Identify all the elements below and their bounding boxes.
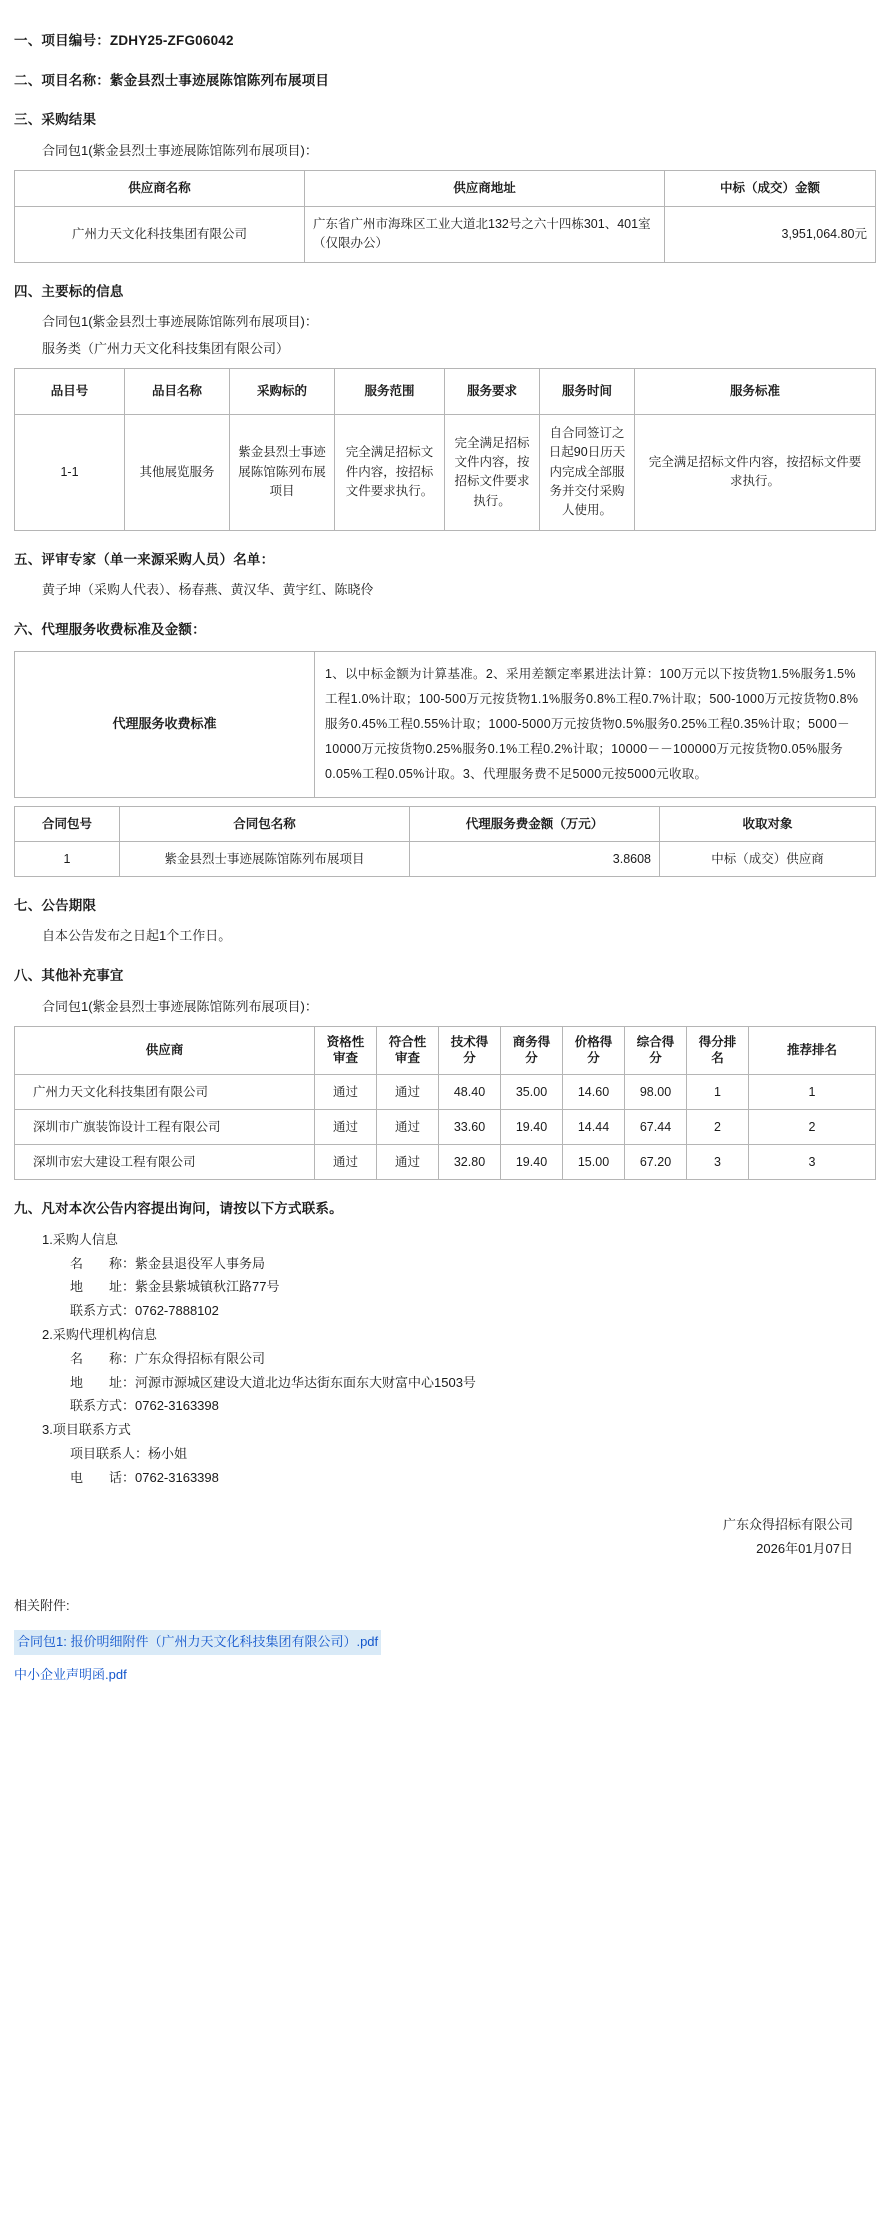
th-supplier: 供应商 xyxy=(15,1026,315,1075)
th-price-score: 价格得分 xyxy=(563,1026,625,1075)
cell-score-rank: 3 xyxy=(687,1145,749,1180)
attachment-link-1[interactable]: 合同包1: 报价明细附件（广州力天文化科技集团有限公司）.pdf xyxy=(14,1630,381,1655)
table-row xyxy=(15,1145,876,1180)
cell-supplier: 广州力天文化科技集团有限公司 xyxy=(15,1075,315,1110)
cell-qualification: 通过 xyxy=(315,1075,377,1110)
section-title-agency-fee: 六、代理服务收费标准及金额： xyxy=(14,622,206,638)
cell-price-score: 14.44 xyxy=(563,1110,625,1145)
th-service-time: 服务时间 xyxy=(540,368,635,414)
th-qualification-review: 资格性审查 xyxy=(315,1026,377,1075)
cell-business-score: 19.40 xyxy=(501,1145,563,1180)
table-header-row xyxy=(15,1026,876,1075)
cell-subject: 紫金县烈士事迹展陈馆陈列布展项目 xyxy=(230,414,335,530)
table-row xyxy=(15,206,876,262)
purchaser-address-label: 地 址： xyxy=(70,1279,136,1295)
announcement-period-text: 自本公告发布之日起1个工作日。 xyxy=(42,928,232,944)
section-title-procurement-result: 三、采购结果 xyxy=(14,112,97,128)
purchaser-name-label: 名 称： xyxy=(70,1255,136,1271)
procurement-result-table xyxy=(14,170,876,263)
table-row xyxy=(15,1075,876,1110)
cell-service-time: 自合同签订之日起90日历天内完成全部服务并交付采购人使用。 xyxy=(540,414,635,530)
project-contact-tel-label: 电 话： xyxy=(70,1469,136,1485)
cell-total-score: 67.44 xyxy=(625,1110,687,1145)
cell-qualification: 通过 xyxy=(315,1145,377,1180)
review-expert-names: 黄子坤（采购人代表）、杨春燕、黄汉华、黄宇红、陈晓伶 xyxy=(42,582,374,598)
agency-contact-value: 0762-3163398 xyxy=(135,1398,219,1414)
cell-item-no: 1-1 xyxy=(15,414,125,530)
signature-org: 广东众得招标有限公司 xyxy=(722,1516,853,1532)
table-row xyxy=(15,841,876,876)
cell-total-score: 67.20 xyxy=(625,1145,687,1180)
cell-business-score: 19.40 xyxy=(501,1110,563,1145)
signature-block xyxy=(14,1513,853,1562)
agency-fee-amount-table xyxy=(14,806,876,877)
signature-date: 2026年01月07日 xyxy=(756,1541,853,1557)
section-title-other-matters: 八、其他补充事宜 xyxy=(14,968,124,984)
purchaser-name-value: 紫金县退役军人事务局 xyxy=(135,1255,266,1271)
th-item-no: 品目号 xyxy=(15,368,125,414)
th-item-name: 品目名称 xyxy=(125,368,230,414)
cell-supplier: 深圳市广旗装饰设计工程有限公司 xyxy=(15,1110,315,1145)
cell-price-score: 14.60 xyxy=(563,1075,625,1110)
project-contact-person-row xyxy=(70,1444,877,1465)
attachments-title: 相关附件: xyxy=(14,1598,70,1614)
cell-package-no: 1 xyxy=(15,841,120,876)
result-package-lead: 合同包1(紫金县烈士事迹展陈馆陈列布展项目)： xyxy=(42,142,318,158)
cell-recommend-rank: 1 xyxy=(749,1075,876,1110)
table-row xyxy=(15,1110,876,1145)
contact-block xyxy=(42,1230,877,1489)
cell-item-name: 其他展览服务 xyxy=(125,414,230,530)
agency-name-row xyxy=(70,1349,877,1370)
th-service-scope: 服务范围 xyxy=(335,368,445,414)
cell-service-standard: 完全满足招标文件内容，按招标文件要求执行。 xyxy=(635,414,876,530)
agency-group-title: 2.采购代理机构信息 xyxy=(42,1327,157,1343)
project-contact-group-title: 3.项目联系方式 xyxy=(42,1422,131,1438)
cell-compliance: 通过 xyxy=(377,1075,439,1110)
cell-package-name: 紫金县烈士事迹展陈馆陈列布展项目 xyxy=(120,841,410,876)
table-header-row xyxy=(15,170,876,206)
cell-supplier-name: 广州力天文化科技集团有限公司 xyxy=(15,206,305,262)
cell-technical-score: 33.60 xyxy=(439,1110,501,1145)
th-business-score: 商务得分 xyxy=(501,1026,563,1075)
section-title-review-experts: 五、评审专家（单一来源采购人员）名单： xyxy=(14,551,275,567)
purchaser-contact-row xyxy=(70,1301,877,1322)
th-total-score: 综合得分 xyxy=(625,1026,687,1075)
agency-contact-row xyxy=(70,1396,877,1417)
cell-recommend-rank: 2 xyxy=(749,1110,876,1145)
purchaser-address-value: 紫金县紫城镇秋江路77号 xyxy=(135,1279,280,1295)
project-contact-tel-row xyxy=(70,1468,877,1489)
th-technical-score: 技术得分 xyxy=(439,1026,501,1075)
cell-compliance: 通过 xyxy=(377,1145,439,1180)
purchaser-contact-value: 0762-7888102 xyxy=(135,1303,219,1319)
th-subject: 采购标的 xyxy=(230,368,335,414)
section-title-project-name: 二、项目名称：紫金县烈士事迹展陈馆陈列布展项目 xyxy=(14,72,330,88)
cell-score-rank: 1 xyxy=(687,1075,749,1110)
th-service-requirement: 服务要求 xyxy=(445,368,540,414)
other-matters-lead: 合同包1(紫金县烈士事迹展陈馆陈列布展项目)： xyxy=(42,998,318,1014)
section-title-announcement-period: 七、公告期限 xyxy=(14,897,97,913)
table-row xyxy=(15,651,876,797)
purchaser-name-row xyxy=(70,1254,877,1275)
subject-package-lead: 合同包1(紫金县烈士事迹展陈馆陈列布展项目)： xyxy=(42,314,318,330)
cell-fee-standard-label: 代理服务收费标准 xyxy=(15,651,315,797)
evaluation-score-table xyxy=(14,1026,876,1181)
main-subject-table xyxy=(14,368,876,531)
th-supplier-name: 供应商名称 xyxy=(15,170,305,206)
cell-compliance: 通过 xyxy=(377,1110,439,1145)
cell-supplier-address: 广东省广州市海珠区工业大道北132号之六十四栋301、401室（仅限办公） xyxy=(305,206,665,262)
section-title-project-number: 一、项目编号：ZDHY25-ZFG06042 xyxy=(14,33,234,48)
project-contact-person-label: 项目联系人： xyxy=(70,1446,149,1462)
section-title-main-subject-info: 四、主要标的信息 xyxy=(14,283,124,299)
purchaser-contact-label: 联系方式： xyxy=(70,1303,136,1319)
cell-score-rank: 2 xyxy=(687,1110,749,1145)
agency-contact-label: 联系方式： xyxy=(70,1398,136,1414)
cell-recommend-rank: 3 xyxy=(749,1145,876,1180)
th-supplier-address: 供应商地址 xyxy=(305,170,665,206)
project-contact-person-value: 杨小姐 xyxy=(148,1446,188,1462)
th-fee-amount: 代理服务费金额（万元） xyxy=(410,806,660,841)
agency-address-row xyxy=(70,1373,877,1394)
cell-fee-standard-text: 1、以中标金额为计算基准。2、采用差额定率累进法计算：100万元以下按货物1.5%服务1.5%工程1.0%计取；100-500万元按货物1.1%服务0.8%工程0.7%计取；500-1000万元按货物0.8%服务0.45%工程0.55%计取；1000-5000万元按货物0.5%服务0.25%工程0.35%计取；5000－10000万元按货物0.25%服务0.1%工程0.2%计取；10000－－100000万元按货物0.05%服务0.05%工程0.05%计取。3、代理服务费不足5000元按5000元收取。 xyxy=(315,651,876,797)
cell-service-scope: 完全满足招标文件内容，按招标文件要求执行。 xyxy=(335,414,445,530)
cell-technical-score: 48.40 xyxy=(439,1075,501,1110)
cell-business-score: 35.00 xyxy=(501,1075,563,1110)
table-row xyxy=(15,414,876,530)
th-service-standard: 服务标准 xyxy=(635,368,876,414)
cell-total-score: 98.00 xyxy=(625,1075,687,1110)
section-title-contact: 九、凡对本次公告内容提出询问，请按以下方式联系。 xyxy=(14,1201,343,1217)
th-compliance-review: 符合性审查 xyxy=(377,1026,439,1075)
cell-technical-score: 32.80 xyxy=(439,1145,501,1180)
agency-name-label: 名 称： xyxy=(70,1350,136,1366)
cell-service-requirement: 完全满足招标文件内容，按招标文件要求执行。 xyxy=(445,414,540,530)
agency-address-label: 地 址： xyxy=(70,1374,136,1390)
th-package-name: 合同包名称 xyxy=(120,806,410,841)
cell-award-amount: 3,951,064.80元 xyxy=(665,206,876,262)
purchaser-address-row xyxy=(70,1277,877,1298)
attachment-link-2[interactable]: 中小企业声明函.pdf xyxy=(14,1666,127,1682)
cell-qualification: 通过 xyxy=(315,1110,377,1145)
th-package-no: 合同包号 xyxy=(15,806,120,841)
th-award-amount: 中标（成交）金额 xyxy=(665,170,876,206)
subject-service-category: 服务类（广州力天文化科技集团有限公司） xyxy=(42,340,290,356)
project-contact-tel-value: 0762-3163398 xyxy=(135,1469,219,1485)
cell-supplier: 深圳市宏大建设工程有限公司 xyxy=(15,1145,315,1180)
agency-fee-standard-table xyxy=(14,651,876,798)
cell-fee-payer: 中标（成交）供应商 xyxy=(660,841,876,876)
agency-address-value: 河源市源城区建设大道北边华达街东面东大财富中心1503号 xyxy=(135,1374,476,1390)
purchaser-group-title: 1.采购人信息 xyxy=(42,1231,118,1247)
th-recommend-rank: 推荐排名 xyxy=(749,1026,876,1075)
th-score-rank: 得分排名 xyxy=(687,1026,749,1075)
table-header-row xyxy=(15,368,876,414)
cell-fee-amount: 3.8608 xyxy=(410,841,660,876)
th-fee-payer: 收取对象 xyxy=(660,806,876,841)
table-header-row xyxy=(15,806,876,841)
cell-price-score: 15.00 xyxy=(563,1145,625,1180)
agency-name-value: 广东众得招标有限公司 xyxy=(135,1350,266,1366)
